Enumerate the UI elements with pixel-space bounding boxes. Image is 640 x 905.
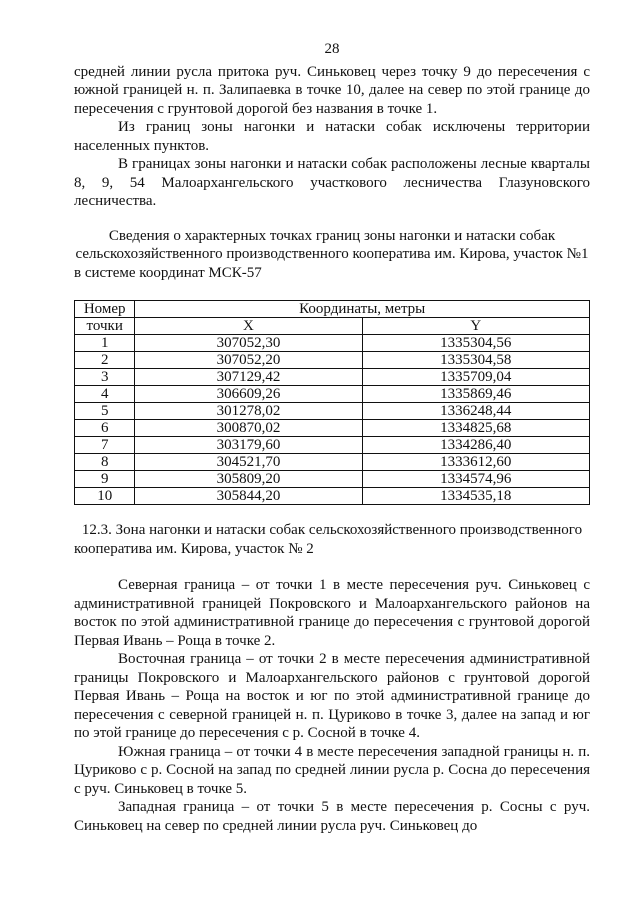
intro-paragraph-2: Из границ зоны нагонки и натаски собак исключены территории населенных пунктов. (74, 119, 590, 154)
coordinates-table (74, 300, 590, 505)
y-coordinate-cell: 1334535,18 (362, 488, 589, 505)
y-coordinate-cell: 1334286,40 (362, 437, 589, 454)
y-coordinate-cell: 1335869,46 (362, 386, 589, 403)
y-coordinate-cell: 1333612,60 (362, 454, 589, 471)
intro-paragraph-1: средней линии русла притока руч. Синьковец через точку 9 до пересечения с южной границей н. п. Залипаевка в точке 10, далее на север по этой границе до пересечения с грунтовой дорогой без названия в точке 1. (74, 63, 590, 117)
x-coordinate-cell: 306609,26 (135, 386, 362, 403)
header-y: Y (362, 318, 589, 335)
section-title: 12.3. Зона нагонки и натаски собак сельскохозяйственного производственного кооператива им. Кирова, участок № 2 (74, 522, 583, 557)
table-row (75, 454, 590, 471)
x-coordinate-cell: 305809,20 (135, 471, 362, 488)
header-point-line2: точки (75, 318, 135, 335)
table-row (75, 471, 590, 488)
table-row (75, 335, 590, 352)
north-border-paragraph: Северная граница – от точки 1 в месте пересечения руч. Синьковец с административной границей Покровского и Малоархангельского районов на восток по этой административной границе до пересечения с грунтовой дорогой Первая Ивань – Роща в точке 2. (74, 577, 590, 649)
header-coordinates: Координаты, метры (135, 301, 590, 318)
point-number-cell: 5 (75, 403, 135, 420)
table-row (75, 437, 590, 454)
table-title: Сведения о характерных точках границ зоны нагонки и натаски собак сельскохозяйственного производственного кооператива им. Кирова, участок №1 в системе координат МСК-57 (74, 227, 589, 281)
y-coordinate-cell: 1336248,44 (362, 403, 589, 420)
point-number-cell: 2 (75, 352, 135, 369)
page-number: 28 (324, 41, 340, 57)
document-page (74, 40, 590, 835)
x-coordinate-cell: 300870,02 (135, 420, 362, 437)
x-coordinate-cell: 307129,42 (135, 369, 362, 386)
y-coordinate-cell: 1334825,68 (362, 420, 589, 437)
table-row (75, 369, 590, 386)
point-number-cell: 3 (75, 369, 135, 386)
x-coordinate-cell: 301278,02 (135, 403, 362, 420)
point-number-cell: 4 (75, 386, 135, 403)
y-coordinate-cell: 1335304,56 (362, 335, 589, 352)
table-body (75, 335, 590, 505)
point-number-cell: 1 (75, 335, 135, 352)
header-point-line1: Номер (83, 301, 126, 317)
x-coordinate-cell: 303179,60 (135, 437, 362, 454)
intro-paragraph-3: В границах зоны нагонки и натаски собак расположены лесные кварталы 8, 9, 54 Малоархангельского участкового лесничества Глазуновского лесничества. (74, 156, 590, 209)
east-border-paragraph: Восточная граница – от точки 2 в месте пересечения административной границы Покровского и Малоархангельского районов с грунтовой дорогой Первая Ивань – Роща на восток и юг по этой административной границе до пересечения с северной границей н. п. Цуриково в точке 3, далее на запад и юг по этой границе до пересечения с р. Сосной в точке 4. (74, 651, 590, 741)
y-coordinate-cell: 1334574,96 (362, 471, 589, 488)
point-number-cell: 10 (75, 488, 135, 505)
table-row (75, 386, 590, 403)
point-number-cell: 7 (75, 437, 135, 454)
south-border-paragraph: Южная граница – от точки 4 в месте пересечения западной границы н. п. Цуриково с р. Сосной на запад по средней линии русла р. Сосна до пересечения с руч. Синьковец в точке 5. (74, 743, 590, 797)
x-coordinate-cell: 307052,20 (135, 352, 362, 369)
point-number-cell: 9 (75, 471, 135, 488)
x-coordinate-cell: 304521,70 (135, 454, 362, 471)
y-coordinate-cell: 1335304,58 (362, 352, 589, 369)
header-x: X (135, 318, 362, 335)
x-coordinate-cell: 305844,20 (135, 488, 362, 505)
table-row (75, 403, 590, 420)
header-point-number (75, 301, 135, 318)
x-coordinate-cell: 307052,30 (135, 335, 362, 352)
point-number-cell: 8 (75, 454, 135, 471)
table-row (75, 352, 590, 369)
table-row (75, 488, 590, 505)
y-coordinate-cell: 1335709,04 (362, 369, 589, 386)
table-row (75, 420, 590, 437)
point-number-cell: 6 (75, 420, 135, 437)
west-border-paragraph: Западная граница – от точки 5 в месте пересечения р. Сосны с руч. Синьковец на север по средней линии русла руч. Синьковец до (74, 799, 590, 834)
